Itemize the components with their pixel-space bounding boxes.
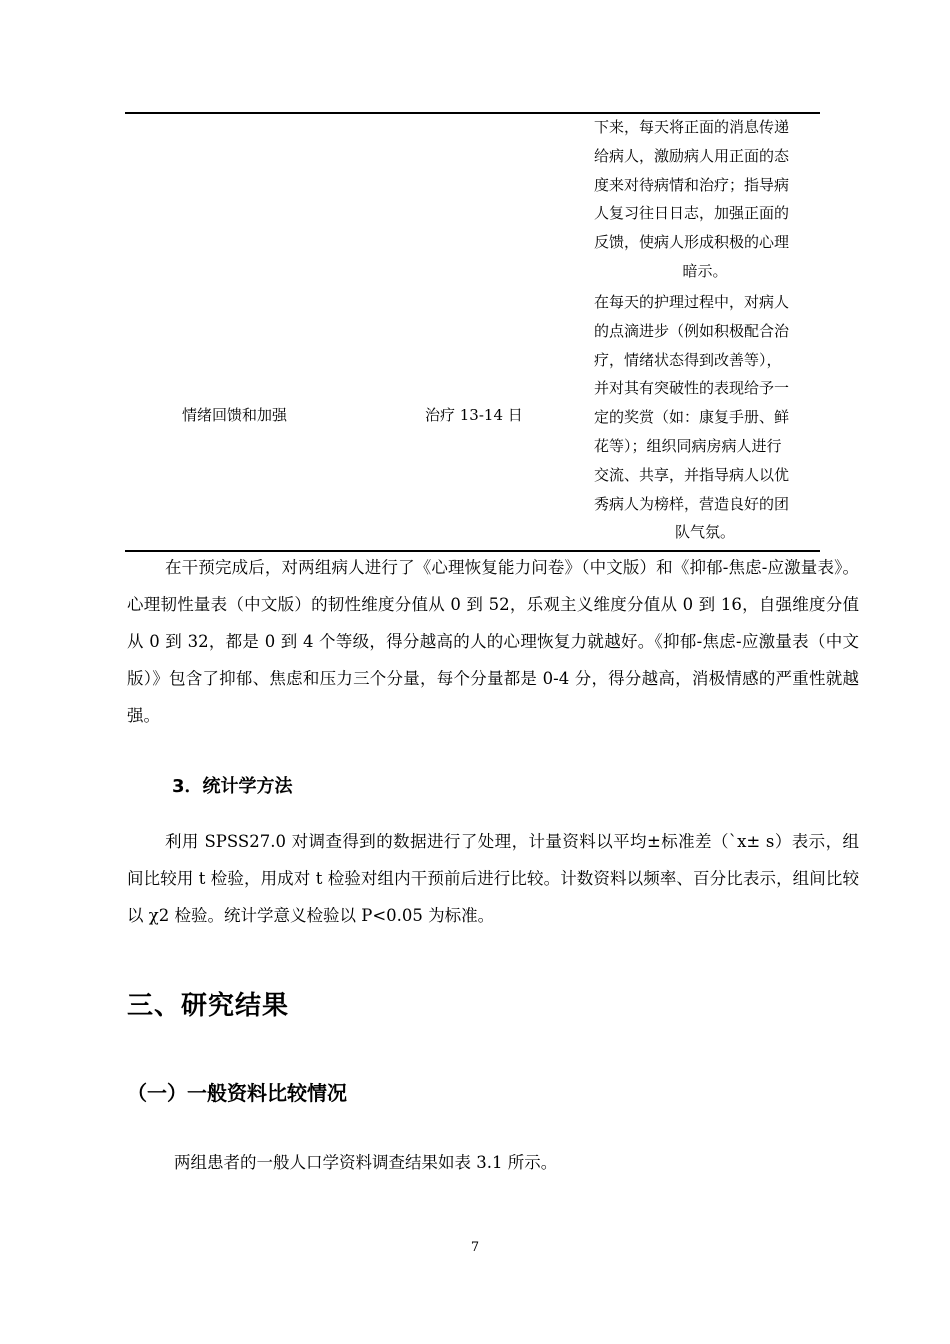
table-line: 暗示。	[682, 261, 728, 280]
table-line: 队气氛。	[674, 523, 735, 542]
table-line: 定的奖赏（如：康复手册、鲜	[594, 408, 790, 427]
paragraph-assessment: 在干预完成后，对两组病人进行了《心理恢复能力问卷》（中文版）和《抑郁-焦虑-应激量表》。心理韧性量表（中文版）的韧性维度分值从 0 到 52，乐观主义维度分值从 0 到 16，自强维度分值从 0 到 32，都是 0 到 4 个等级，得分越高的人的心理恢复力就越好。《抑郁-焦虑-应激量表（中文版）》包含了抑郁、焦虑和压力三个分量，每个分量都是 0-4 分，得分越高，消极情感的严重性就越强。	[127, 558, 859, 725]
chapter-heading-results: 三、研究结果	[127, 991, 290, 1021]
table-line: 疗，情绪状态得到改善等），	[594, 350, 782, 369]
table-row2-label: 情绪回馈和加强	[182, 406, 288, 424]
table-line: 在每天的护理过程中，对病人	[594, 293, 790, 311]
table-line: 秀病人为榜样，营造良好的团	[594, 494, 790, 513]
paragraph-table-ref: 两组患者的一般人口学资料调查结果如表 3.1 所示。	[174, 1153, 558, 1172]
section-heading-statistics: 3．统计学方法	[172, 776, 293, 797]
table-line: 度来对待病情和治疗；指导病	[594, 175, 790, 194]
paragraph-statistics: 利用 SPSS27.0 对调查得到的数据进行了处理，计量资料以平均±标准差（`x± s）表示，组间比较用 t 检验，用成对 t 检验对组内干预前后进行比较。计数资料以频率、百分比表示，组间比较以 χ2 检验。统计学意义检验以 P<0.05 为标准。	[127, 832, 859, 925]
page-number: 7	[470, 1240, 480, 1255]
table-row2-time: 治疗 13-14 日	[425, 406, 523, 424]
table-line: 下来，每天将正面的消息传递	[594, 118, 790, 136]
table-row2-content	[594, 288, 816, 547]
table-row1-content	[594, 113, 816, 286]
table-line: 人复习往日日志，加强正面的	[594, 204, 790, 223]
section-heading-general: （一）一般资料比较情况	[127, 1081, 347, 1105]
table-line: 并对其有突破性的表现给予一	[594, 379, 790, 398]
table-line: 交流、共享，并指导病人以优	[594, 465, 790, 484]
table-line: 给病人，激励病人用正面的态	[594, 146, 790, 165]
table-line: 的点滴进步（例如积极配合治	[594, 321, 790, 340]
table-line: 花等）；组织同病房病人进行	[594, 436, 782, 455]
table-line: 反馈，使病人形成积极的心理	[594, 233, 790, 252]
